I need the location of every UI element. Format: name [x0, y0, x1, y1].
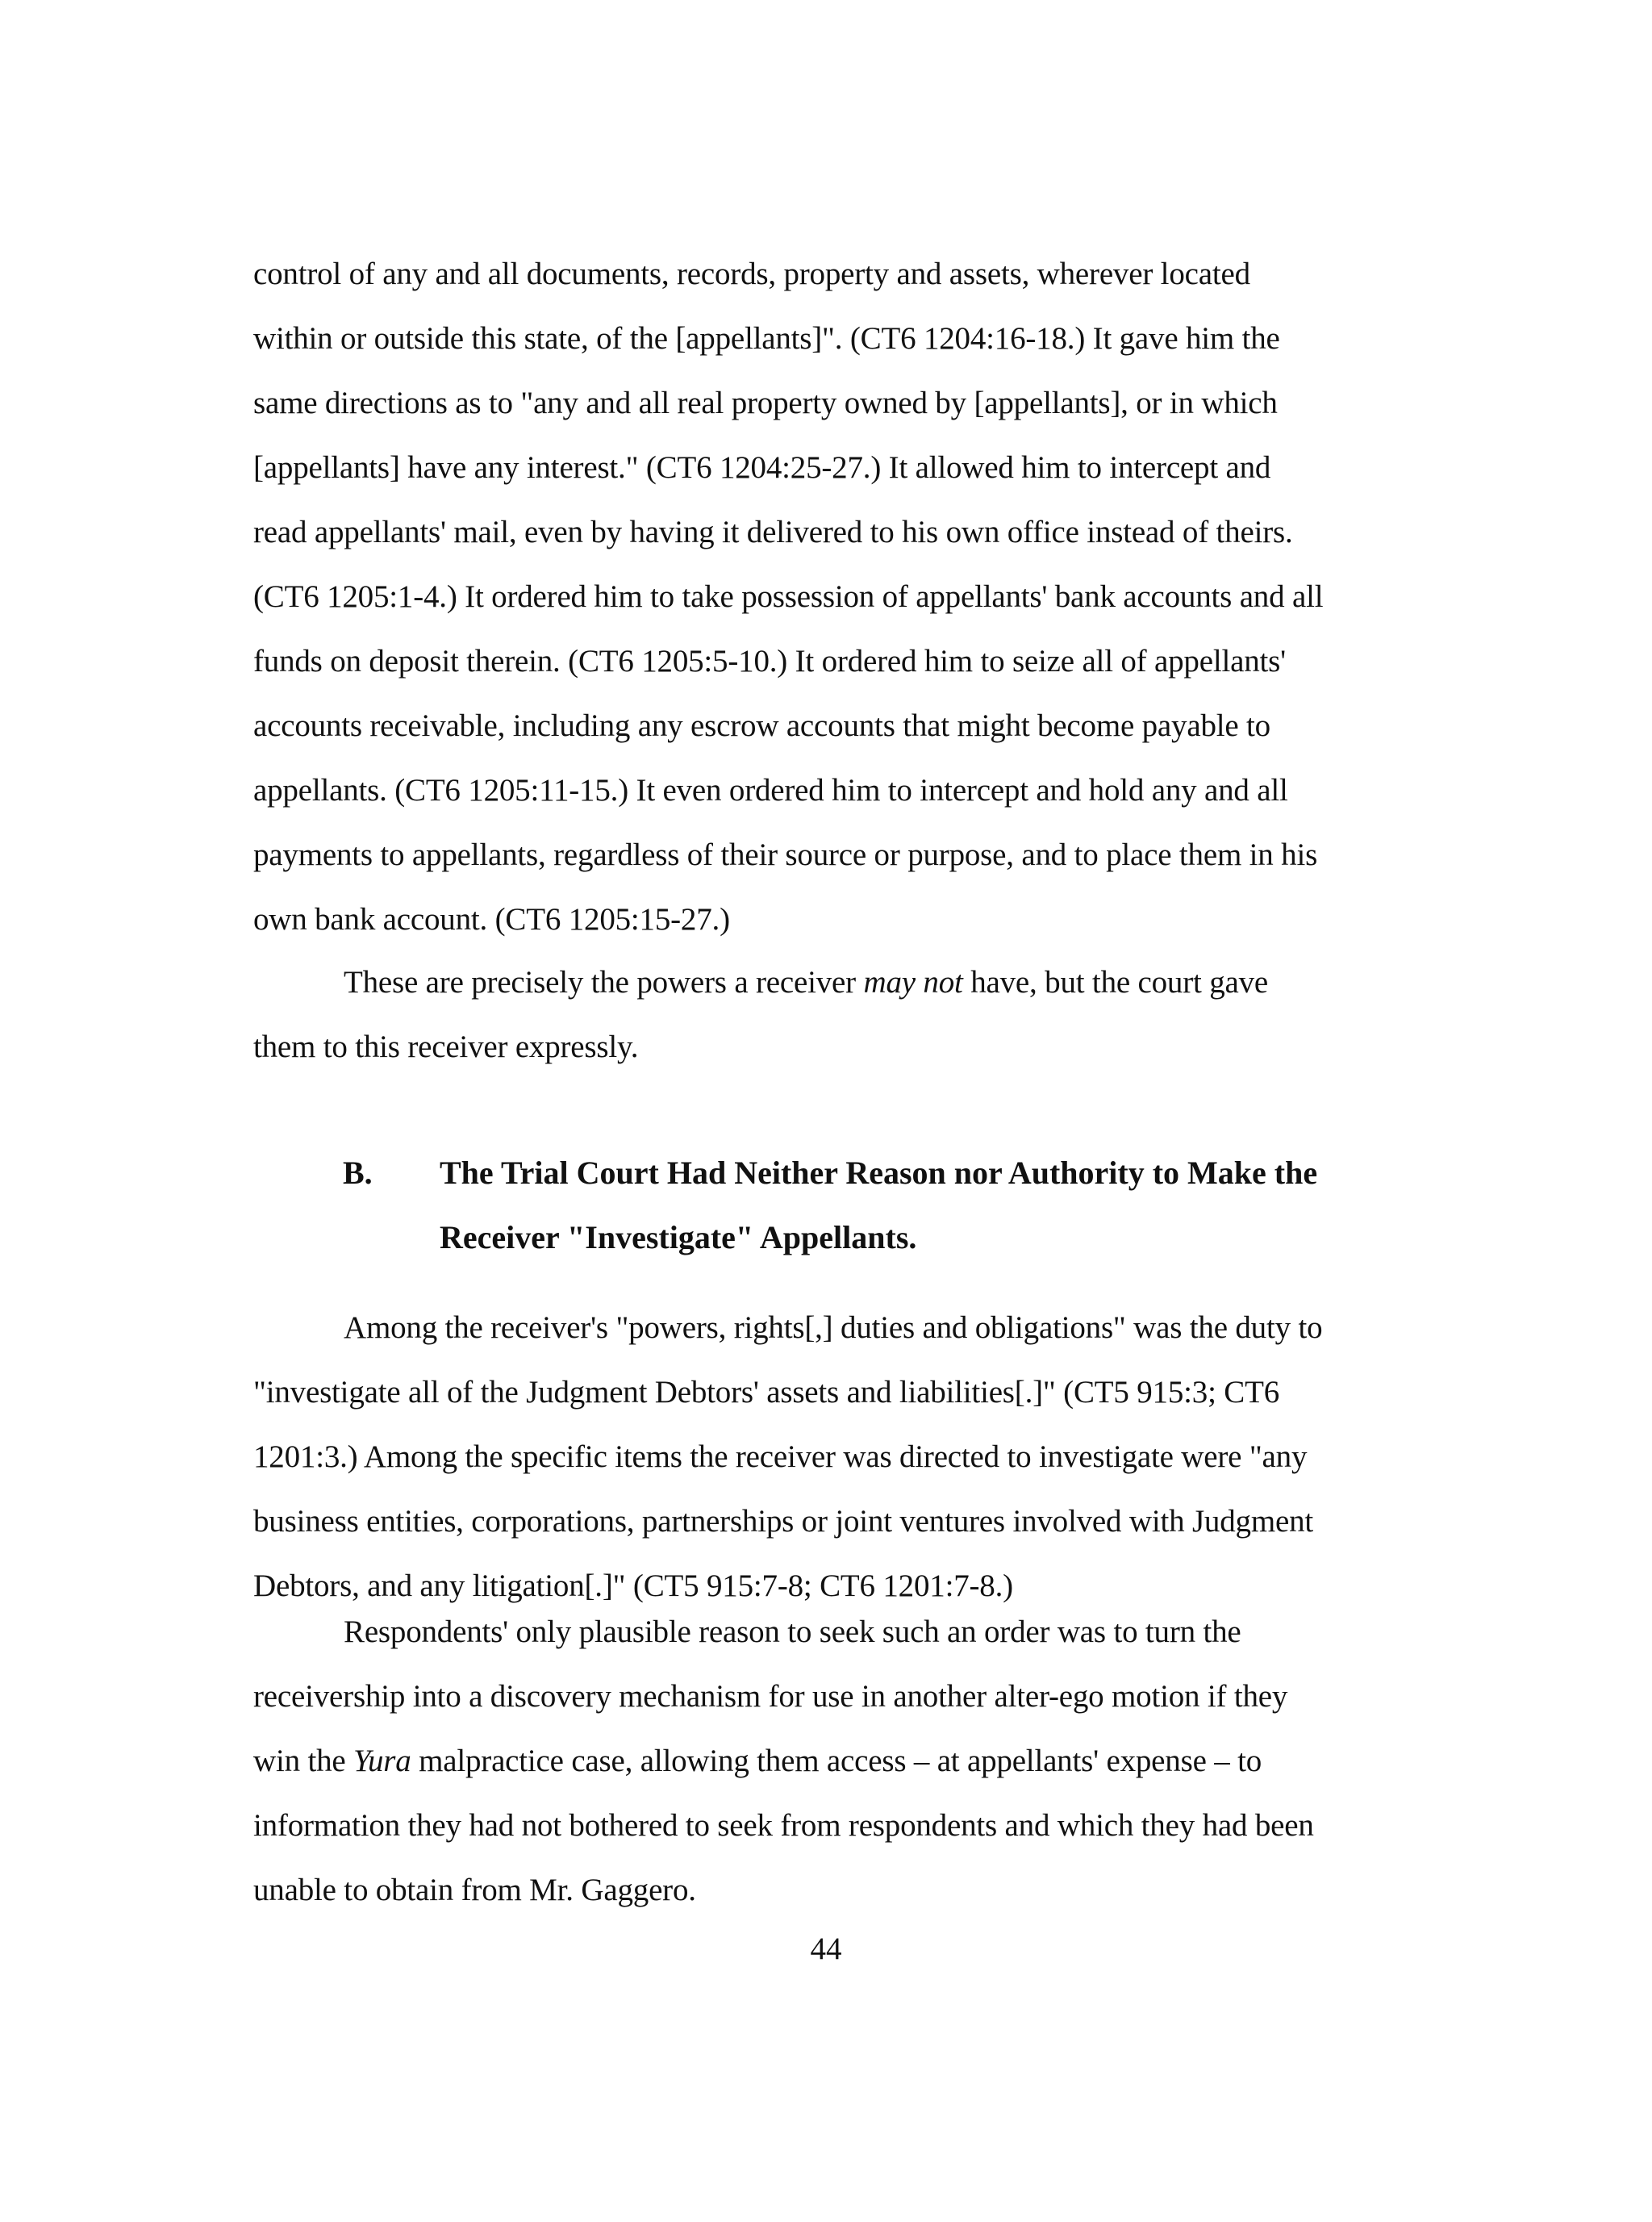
- text-line: unable to obtain from Mr. Gaggero.: [253, 1873, 696, 1907]
- text-line: payments to appellants, regardless of their source or purpose, and to place them in his: [253, 837, 1318, 872]
- heading-line: The Trial Court Had Neither Reason nor Authority to Make the: [440, 1155, 1318, 1191]
- section-label: B.: [343, 1155, 373, 1191]
- text-line: funds on deposit therein. (CT6 1205:5-10.) It ordered him to seize all of appellants': [253, 644, 1286, 679]
- text-line: control of any and all documents, records, property and assets, wherever located: [253, 257, 1250, 291]
- text-line: same directions as to "any and all real property owned by [appellants], or in which: [253, 386, 1278, 420]
- text-line: [appellants] have any interest." (CT6 1204:25-27.) It allowed him to intercept and: [253, 450, 1271, 485]
- text-line: within or outside this state, of the [appellants]". (CT6 1204:16-18.) It gave him the: [253, 321, 1280, 356]
- text-line: information they had not bothered to seek from respondents and which they had been: [253, 1808, 1314, 1843]
- paragraph-respondents-reason: [253, 1600, 1415, 1923]
- text-line: business entities, corporations, partnerships or joint ventures involved with Judgment: [253, 1504, 1314, 1539]
- text-run: These are precisely the powers a receiver: [344, 965, 864, 1000]
- text-line: Debtors, and any litigation[.]" (CT5 915:7-8; CT6 1201:7-8.): [253, 1568, 1013, 1603]
- text-line: 1201:3.) Among the specific items the receiver was directed to investigate were "any: [253, 1439, 1308, 1474]
- paragraph-receiver-powers: [253, 242, 1415, 952]
- text-line: Respondents' only plausible reason to seek such an order was to turn the: [344, 1614, 1241, 1649]
- text-line: [253, 1729, 1415, 1794]
- text-run: malpractice case, allowing them access – at appellants' expense – to: [411, 1744, 1262, 1778]
- text-line: own bank account. (CT6 1205:15-27.): [253, 902, 730, 937]
- paragraph-precise-powers: [253, 950, 1415, 1080]
- heading-line: Receiver "Investigate" Appellants.: [440, 1219, 917, 1255]
- text-line: read appellants' mail, even by having it delivered to his own office instead of theirs.: [253, 515, 1293, 549]
- italic-text: may not: [863, 965, 963, 1000]
- text-run: have, but the court gave: [962, 965, 1269, 1000]
- text-line: appellants. (CT6 1205:11-15.) It even ordered him to intercept and hold any and all: [253, 773, 1288, 808]
- text-line: them to this receiver expressly.: [253, 1030, 639, 1064]
- text-line: (CT6 1205:1-4.) It ordered him to take possession of appellants' bank accounts and all: [253, 579, 1324, 614]
- text-line: accounts receivable, including any escrow accounts that might become payable to: [253, 708, 1270, 743]
- text-line: "investigate all of the Judgment Debtors' assets and liabilities[.]" (CT5 915:3; CT6: [253, 1375, 1280, 1410]
- italic-text: Yura: [353, 1744, 411, 1778]
- paragraph-investigate-duty: [253, 1296, 1415, 1618]
- page-number: 44: [810, 1932, 842, 1966]
- text-run: win the: [253, 1744, 354, 1778]
- text-line: receivership into a discovery mechanism for use in another alter-ego motion if they: [253, 1679, 1288, 1714]
- text-line: Among the receiver's "powers, rights[,] duties and obligations" was the duty to: [344, 1310, 1323, 1345]
- section-title: [440, 1141, 1408, 1270]
- text-line: [253, 950, 1415, 1015]
